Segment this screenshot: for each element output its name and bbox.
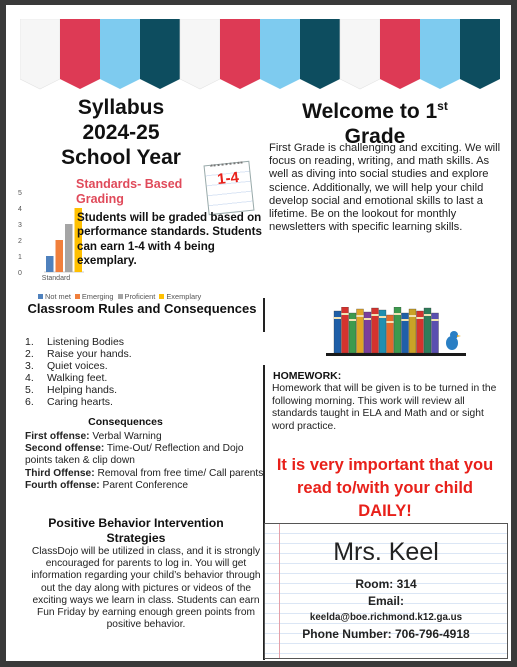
legend-item (38, 292, 71, 301)
pennant (300, 19, 340, 89)
book-stripe (379, 316, 386, 318)
legend-swatch (118, 294, 123, 299)
contact-card (264, 523, 508, 659)
rule-item (25, 336, 245, 348)
title-line: School Year (61, 146, 181, 169)
book-stripe (357, 315, 364, 317)
pennant (380, 19, 420, 89)
rules-list (25, 336, 245, 408)
book (387, 315, 394, 353)
rule-number: 6. (25, 396, 34, 408)
phone-number: Phone Number: 706-796-4918 (302, 627, 470, 641)
syllabus-page (6, 5, 511, 661)
rule-text: Listening Bodies (47, 336, 125, 348)
book-stripe (394, 313, 401, 315)
welcome-line (268, 94, 482, 124)
legend-swatch (75, 294, 80, 299)
second-offense (25, 443, 265, 467)
welcome-title (268, 94, 482, 149)
welcome-sup: st (437, 99, 448, 113)
welcome-main: Welcome to 1 (302, 100, 438, 123)
room-number: Room: 314 (355, 577, 417, 591)
pennant (460, 19, 500, 89)
book-stripe (402, 319, 409, 321)
grading-bar-chart (16, 185, 86, 281)
offense-text: Verbal Warning (89, 431, 162, 442)
pennant (260, 19, 300, 89)
consequences-title: Consequences (88, 416, 163, 428)
legend-swatch (38, 294, 43, 299)
offense-label: First offense: (25, 431, 90, 442)
pennant (180, 19, 220, 89)
rule-text: Caring hearts. (47, 396, 113, 408)
rule-number: 3. (25, 360, 34, 372)
y-tick-label: 0 (18, 270, 22, 277)
bar-emerging (56, 240, 64, 272)
rule-item (25, 384, 245, 396)
y-tick-label: 5 (18, 190, 22, 197)
offense-label: Third Offense: (25, 467, 95, 479)
book-stripe (342, 313, 349, 315)
shelf (326, 353, 466, 356)
pennant (140, 19, 180, 89)
pennant (100, 19, 140, 89)
third-fourth-offense (25, 468, 265, 492)
grading-text: Students will be graded based on performance standards. Students can earn 1-4 with 4 being exemplary. (77, 211, 262, 267)
books-illustration (326, 307, 466, 361)
homework-text: Homework that will be given is to be turned in the following morning. This work will review all standards taught in ELA and Math and or sight word practice. (272, 383, 497, 432)
rule-number: 2. (25, 348, 34, 360)
y-tick-label: 1 (18, 254, 22, 261)
first-offense (25, 431, 265, 443)
bird-head (450, 331, 458, 339)
pennant (420, 19, 460, 89)
pbis-text: ClassDojo will be utilized in class, and it is strongly encouraged for parents to log in. You will get information regarding your child’s behavior through out the day along with pictures or videos of the exciting ways we learn in class. Students can earn Fun Friday by earning enough green points from positive behavior. (31, 546, 261, 631)
rule-text: Raise your hands. (47, 348, 132, 360)
legend-item (118, 292, 156, 301)
grading-badge: 1-4 (216, 168, 240, 189)
rule-number: 1. (25, 336, 34, 348)
grading-title: Standards- Based Grading (76, 177, 183, 206)
legend-item (159, 292, 201, 301)
y-tick-label: 4 (18, 206, 22, 213)
pennant (60, 19, 100, 89)
pennant-banner (20, 19, 500, 91)
book-stripe (409, 315, 416, 317)
rules-title: Classroom Rules and Consequences (27, 301, 257, 316)
rule-text: Walking feet. (47, 372, 108, 384)
book-stripe (349, 319, 356, 321)
book-stripe (334, 317, 341, 319)
syllabus-title (36, 95, 206, 170)
rule-item (25, 396, 245, 408)
book-stripe (432, 319, 439, 321)
rule-text: Helping hands. (47, 384, 118, 396)
title-line: 2024-25 (82, 121, 160, 144)
intro-text: First Grade is challenging and exciting. We will focus on reading, writing, and math skills. As well as diving into social studies and explore science. Additionally, we will help your child develop social and emotional skills to last a lifetime. Be on the lookout for monthly newsletters with specific learning skills. (269, 142, 501, 234)
offenses-block (25, 431, 265, 492)
legend-label: Not met (45, 292, 71, 301)
rule-text: Quiet voices. (47, 360, 108, 372)
book-stripe (387, 321, 394, 323)
offense-text: Removal from free time/ Call parents (94, 467, 264, 479)
y-tick-label: 3 (18, 222, 22, 229)
bird-beak (457, 335, 461, 337)
email-link[interactable]: keelda@boe.richmond.k12.ga.us (309, 612, 463, 623)
read-daily-message: It is very important that you read to/with your child DAILY! (276, 456, 494, 520)
title-line: Syllabus (77, 96, 165, 119)
rule-item (25, 372, 245, 384)
x-tick-label: Standard (41, 275, 71, 281)
rule-number: 5. (25, 384, 34, 396)
rule-number: 4. (25, 372, 34, 384)
homework-title: HOMEWORK: (273, 370, 342, 382)
legend-label: Proficient (124, 292, 156, 301)
rule-item (25, 348, 245, 360)
teacher-name: Mrs. Keel (333, 538, 439, 566)
book-stripe (372, 314, 379, 316)
offense-label: Fourth offense: (25, 479, 100, 491)
welcome-line-2: Grade (344, 125, 406, 148)
bar-proficient (65, 224, 73, 272)
bar-not-met (46, 256, 54, 272)
email-label: Email: (367, 594, 404, 608)
offense-text: Time-Out/ Reflection and Dojo points taken & clip down (25, 443, 244, 467)
legend-label: Emerging (81, 292, 114, 301)
pbis-title: Positive Behavior Intervention Strategies (48, 516, 224, 545)
legend-item (75, 292, 114, 301)
legend-label: Exemplary (166, 292, 202, 301)
pennant (340, 19, 380, 89)
legend-swatch (159, 294, 164, 299)
column-divider (263, 298, 265, 332)
pennant (220, 19, 260, 89)
offense-label: Second offense: (25, 443, 105, 455)
y-tick-label: 2 (18, 238, 22, 245)
offense-text: Parent Conference (99, 479, 189, 491)
book-stripe (364, 318, 371, 320)
pennant (20, 19, 60, 89)
book-stripe (417, 317, 424, 319)
book-stripe (424, 314, 431, 316)
rule-item (25, 360, 245, 372)
